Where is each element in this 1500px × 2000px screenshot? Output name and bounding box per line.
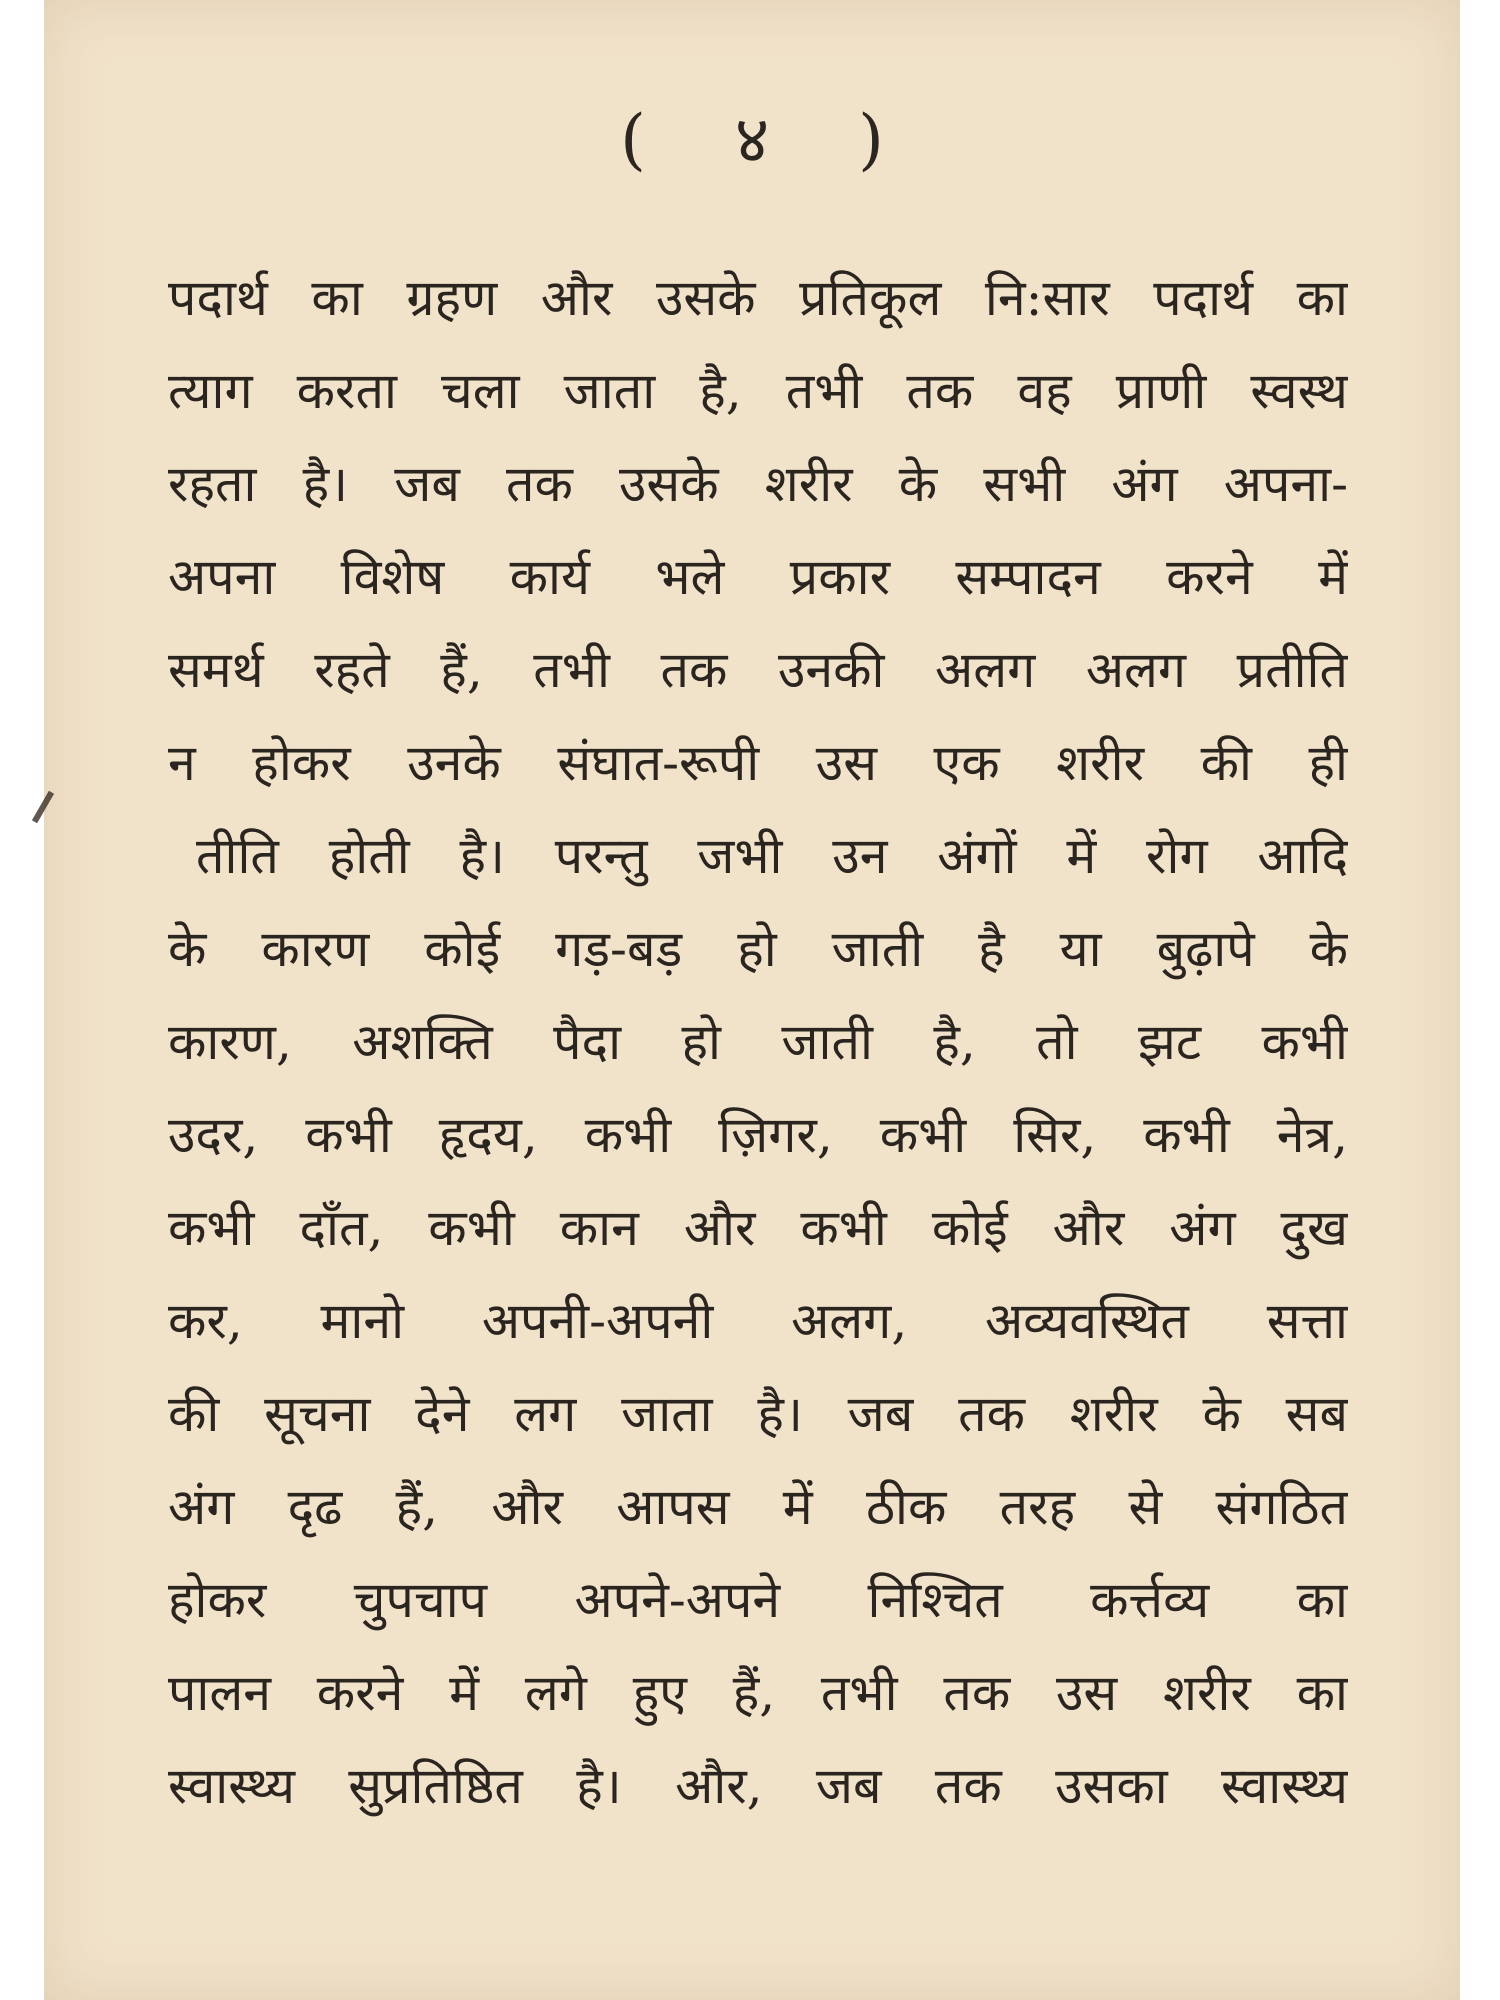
text-line: अपना विशेष कार्य भले प्रकार सम्पादन करने में xyxy=(168,548,1348,606)
text-line: न होकर उनके संघात-रूपी उस एक शरीर की ही xyxy=(168,734,1348,792)
text-line: स्वास्थ्य सुप्रतिष्ठित है। और, जब तक उसका स्वास्थ्य xyxy=(168,1757,1348,1815)
text-line: पदार्थ का ग्रहण और उसके प्रतिकूल नि:सार पदार्थ का xyxy=(168,269,1348,327)
page-number: ( ४ ) xyxy=(620,101,918,178)
text-line: समर्थ रहते हैं, तभी तक उनकी अलग अलग प्रतीति xyxy=(168,641,1348,699)
page-body-text xyxy=(168,252,1348,1833)
text-line: उदर, कभी हृदय, कभी ज़िगर, कभी सिर, कभी नेत्र, xyxy=(168,1106,1348,1164)
text-line: तीति होती है। परन्तु जभी उन अंगों में रोग आदि xyxy=(196,827,1348,885)
text-line: अंग दृढ हैं, और आपस में ठीक तरह से संगठित xyxy=(168,1478,1348,1536)
text-line: कर, मानो अपनी-अपनी अलग, अव्यवस्थित सत्ता xyxy=(168,1292,1348,1350)
text-line: कारण, अशक्ति पैदा हो जाती है, तो झट कभी xyxy=(168,1013,1348,1071)
text-line: होकर चुपचाप अपने-अपने निश्चित कर्त्तव्य का xyxy=(168,1571,1348,1629)
text-line: त्याग करता चला जाता है, तभी तक वह प्राणी स्वस्थ xyxy=(168,362,1348,420)
text-line: रहता है। जब तक उसके शरीर के सभी अंग अपना- xyxy=(168,455,1348,513)
book-page xyxy=(44,0,1460,2000)
text-line: पालन करने में लगे हुए हैं, तभी तक उस शरीर का xyxy=(168,1664,1348,1722)
text-line: की सूचना देने लग जाता है। जब तक शरीर के सब xyxy=(168,1385,1348,1443)
text-line: के कारण कोई गड़-बड़ हो जाती है या बुढ़ापे के xyxy=(168,920,1348,978)
text-line: कभी दाँत, कभी कान और कभी कोई और अंग दुख xyxy=(168,1199,1348,1257)
